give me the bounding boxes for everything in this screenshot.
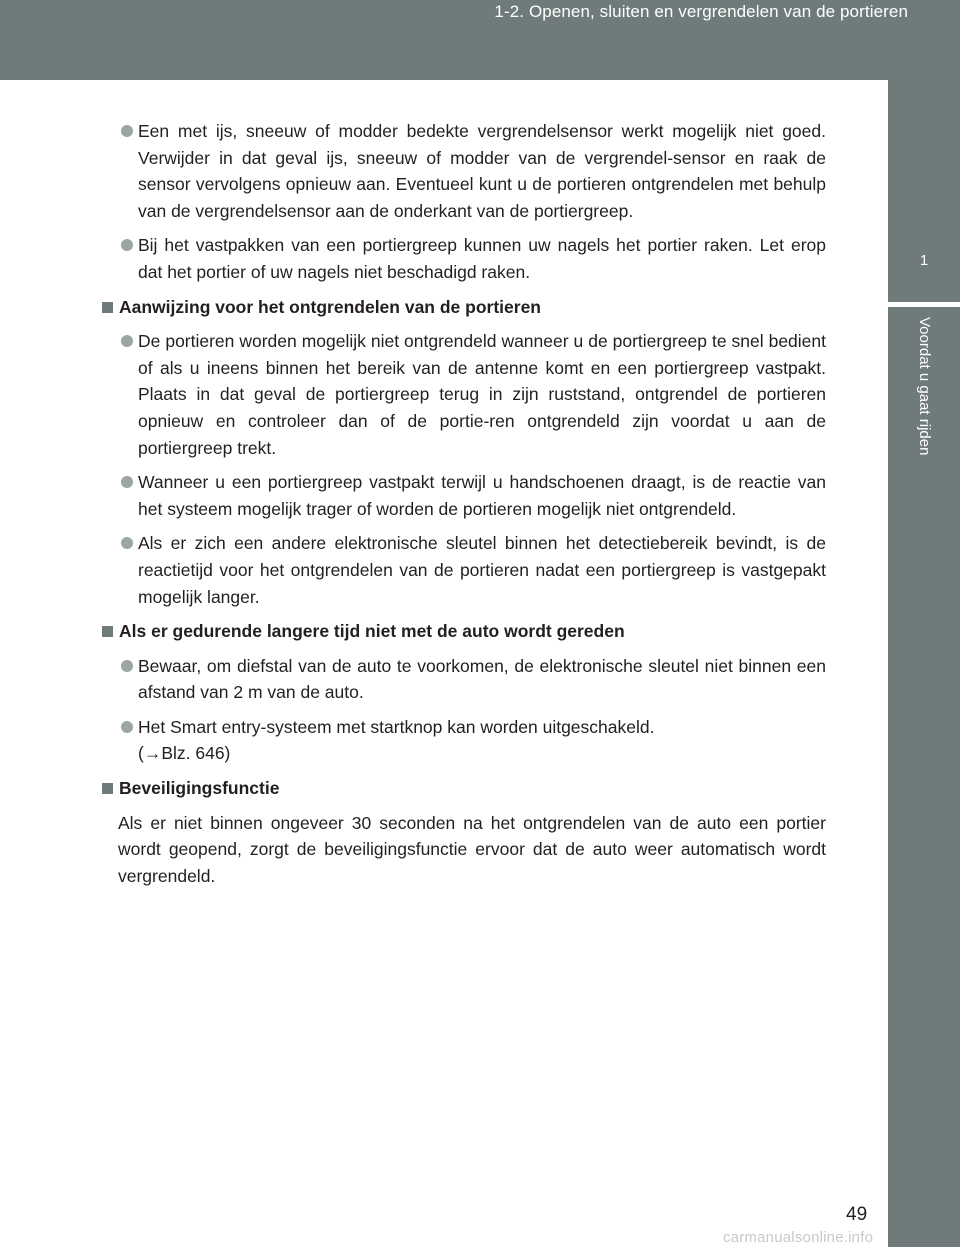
square-icon: [102, 783, 113, 794]
list-item: [118, 469, 826, 522]
watermark: carmanualsonline.info: [723, 1229, 874, 1246]
bullet-icon: [121, 335, 133, 347]
section-heading-text: Beveiligingsfunctie: [119, 778, 280, 799]
chapter-tab: [888, 80, 960, 302]
section-heading: [102, 618, 826, 645]
list-item: [118, 530, 826, 610]
chapter-label: Voordat u gaat rijden: [916, 317, 933, 456]
paragraph: Als er niet binnen ongeveer 30 seconden na het ontgrendelen van de auto een portier wordt geopend, zorgt de beveiligingsfunctie ervoor dat de auto weer automatisch wordt vergrendeld.: [118, 812, 826, 886]
page-number: 49: [846, 1204, 868, 1225]
chapter-number: 1: [919, 252, 929, 269]
section-heading-text: Aanwijzing voor het ontgrendelen van de portieren: [119, 296, 541, 317]
list-item-text: Het Smart entry-systeem met startknop kan worden uitgeschakeld.: [138, 716, 655, 737]
side-band: [888, 307, 960, 1247]
section-heading-text: Als er gedurende langere tijd niet met de auto wordt gereden: [119, 621, 625, 642]
bullet-icon: [121, 476, 133, 488]
list-item: [118, 653, 826, 706]
header-band: [0, 0, 960, 80]
list-item: [118, 328, 826, 461]
bullet-icon: [121, 660, 133, 672]
section-heading: [102, 775, 826, 802]
list-item-text: Bewaar, om diefstal van de auto te voorkomen, de elektronische sleutel niet binnen een afstand van 2 m van de auto.: [138, 655, 826, 703]
bullet-icon: [121, 721, 133, 733]
bullet-icon: [121, 239, 133, 251]
section-heading: [102, 294, 826, 321]
bullet-icon: [121, 125, 133, 137]
list-item: [118, 714, 826, 767]
page-content: [118, 118, 826, 897]
list-item-text: Als er zich een andere elektronische sleutel binnen het detectiebereik bevindt, is de reactietijd voor het ontgrendelen van de portieren nadat een portiergreep is vastgepakt mogelijk langer.: [138, 533, 826, 607]
bullet-icon: [121, 537, 133, 549]
square-icon: [102, 302, 113, 313]
list-item: [118, 118, 826, 224]
list-item: [118, 232, 826, 285]
list-item-text: Een met ijs, sneeuw of modder bedekte vergrendelsensor werkt mogelijk niet goed. Verwijder in dat geval ijs, sneeuw of modder van de vergrendel-sensor en raak de sensor vervolgens opnieuw aan. Eventueel kunt u de portieren ontgrendelen met behulp van de vergrendelsensor aan de onderkant van de portiergreep.: [138, 121, 826, 221]
list-item-text: Wanneer u een portiergreep vastpakt terwijl u handschoenen draagt, is de reactie van het systeem mogelijk trager of worden de portieren mogelijk niet ontgrendeld.: [138, 472, 826, 519]
list-item-text: Bij het vastpakken van een portiergreep kunnen uw nagels het portier raken. Let erop dat het portier of uw nagels niet beschadigd raken.: [138, 235, 826, 282]
page-reference: (→Blz. 646): [138, 743, 231, 764]
section-title: 1-2. Openen, sluiten en vergrendelen van de portieren: [494, 2, 908, 21]
square-icon: [102, 626, 113, 637]
list-item-text: De portieren worden mogelijk niet ontgrendeld wanneer u de portiergreep te snel bedient of als u ineens binnen het bereik van de antenne komt en een portiergreep vastpakt. Plaats in dat geval de portiergreep terug in zijn ruststand, ontgrendel de portieren opnieuw en controleer dan of de portie-ren ontgrendeld zijn voordat u aan de portiergreep trekt.: [138, 331, 826, 458]
